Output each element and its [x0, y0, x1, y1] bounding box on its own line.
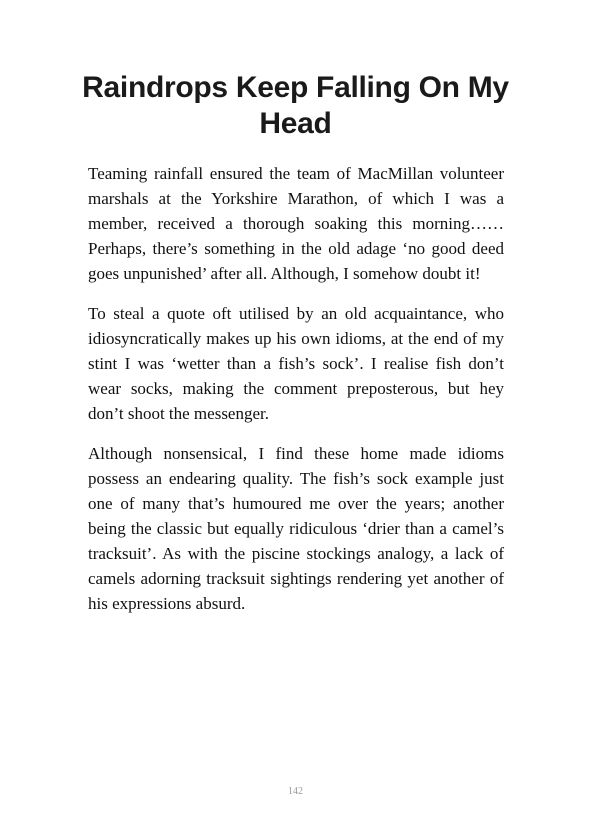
- chapter-title: Raindrops Keep Falling On My Head: [82, 71, 509, 140]
- page-number: 142: [288, 786, 303, 797]
- paragraph-3: Although nonsensical, I find these home made idioms possess an endearing quality. The fish’s sock example just one of many that’s humoured me over the years; another being the classic but equally ridiculous ‘drier than a camel’s tracksuit’. As with the piscine stockings analogy, a lack of camels adorning tracksuit sightings rendering yet another of his expressions absurd.: [88, 444, 504, 613]
- paragraph-1: Teaming rainfall ensured the team of MacMillan volunteer marshals at the Yorkshire Marathon, of which I was a member, received a thorough soaking this morning…… Perhaps, there’s something in the old adage ‘no good deed goes unpunished’ after all. Although, I somehow doubt it!: [88, 164, 504, 283]
- paragraph-2: To steal a quote oft utilised by an old acquaintance, who idiosyncratically makes up his own idioms, at the end of my stint I was ‘wetter than a fish’s sock’. I realise fish don’t wear socks, making the comment preposterous, but hey don’t shoot the messenger.: [88, 304, 504, 423]
- body-text: [88, 161, 504, 631]
